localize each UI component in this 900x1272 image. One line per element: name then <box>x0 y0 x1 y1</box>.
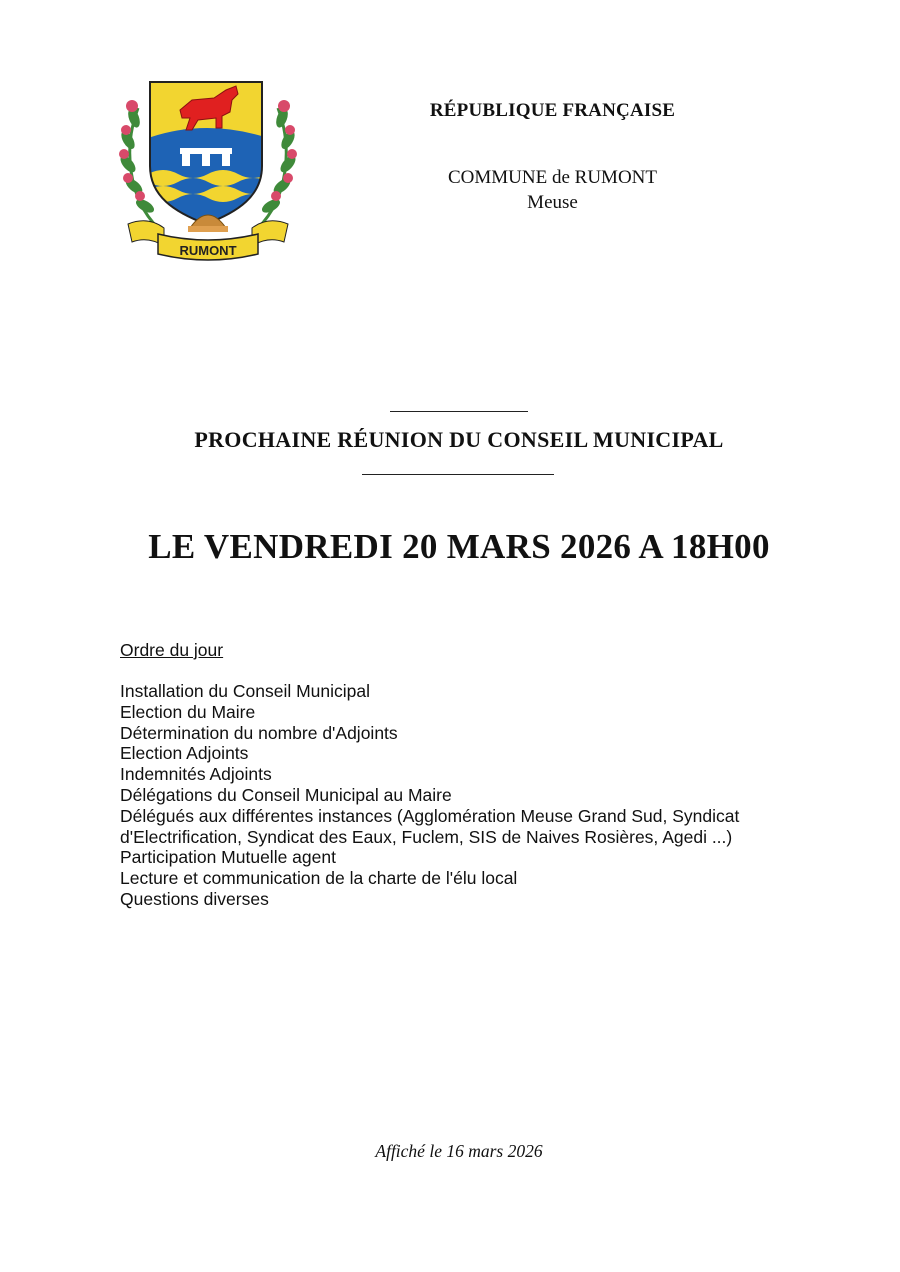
agenda-item: Election du Maire <box>120 701 256 722</box>
agenda-item: Délégués aux différentes instances (Agglomération Meuse Grand Sud, Syndicat d'Electrification, Syndicat des Eaux, Fuclem, SIS de Naives Rosières, Agedi ...) <box>120 805 740 847</box>
agenda-item: Participation Mutuelle agent <box>120 847 336 868</box>
agenda-list <box>120 681 780 910</box>
notice-heading: PROCHAINE RÉUNION DU CONSEIL MUNICIPAL <box>194 427 724 452</box>
agenda-item: Indemnités Adjoints <box>120 764 272 785</box>
commune-name: COMMUNE de RUMONT <box>448 167 657 188</box>
divider-top <box>390 411 528 412</box>
posted-date: Affiché le 16 mars 2026 <box>375 1141 543 1161</box>
shield-icon <box>148 78 268 228</box>
agenda-item: Lecture et communication de la charte de l'élu local <box>120 868 518 889</box>
agenda-item: Questions diverses <box>120 888 269 909</box>
rumont-coat-of-arms-logo <box>118 78 298 264</box>
agenda-item: Détermination du nombre d'Adjoints <box>120 722 398 743</box>
banner-text: RUMONT <box>179 243 237 258</box>
divider-bottom <box>362 474 554 475</box>
laurel-right-icon <box>258 100 298 228</box>
agenda-item: Délégations du Conseil Municipal au Maire <box>120 784 452 805</box>
agenda-title: Ordre du jour <box>120 640 224 660</box>
agenda-item: Election Adjoints <box>120 743 249 764</box>
department-name: Meuse <box>527 192 578 213</box>
republic-title: RÉPUBLIQUE FRANÇAISE <box>429 100 676 121</box>
agenda-item: Installation du Conseil Municipal <box>120 681 370 701</box>
meeting-date: LE VENDREDI 20 MARS 2026 A 18H00 <box>148 527 770 566</box>
